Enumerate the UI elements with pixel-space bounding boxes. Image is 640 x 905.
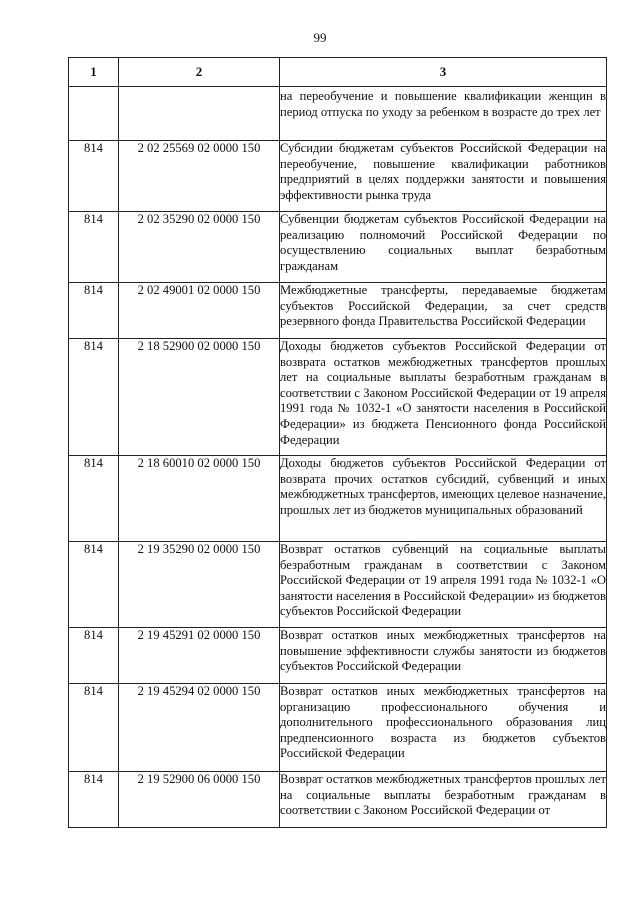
budget-code-cell: 2 19 52900 06 0000 150: [119, 772, 280, 828]
table-row: [69, 87, 607, 141]
budget-classification-table: [68, 57, 607, 828]
admin-code-cell: 814: [69, 628, 119, 684]
description-cell: Возврат остатков субвенций на социальные выплаты безработным гражданам в соответствии с Законом Российской Федерации от 19 апреля 1991 года № 1032-1 «О занятости населения в Российской Федерации» из бюджетов субъектов Российской Федерации: [280, 542, 607, 628]
admin-code-cell: 814: [69, 212, 119, 283]
description-cell: Доходы бюджетов субъектов Российской Федерации от возврата прочих остатков субсидий, субвенций и иных межбюджетных трансфертов, имеющих целевое назначение, прошлых лет из бюджетов муниципальных образований: [280, 456, 607, 542]
table-row: [69, 141, 607, 212]
admin-code-cell: [69, 87, 119, 141]
admin-code-cell: 814: [69, 684, 119, 772]
table-row: [69, 212, 607, 283]
description-cell: Субвенции бюджетам субъектов Российской Федерации на реализацию полномочий Российской Федерации по осуществлению социальных выплат безработным гражданам: [280, 212, 607, 283]
budget-code-cell: 2 19 45294 02 0000 150: [119, 684, 280, 772]
budget-code-cell: 2 02 35290 02 0000 150: [119, 212, 280, 283]
table-row: [69, 772, 607, 828]
description-cell: Межбюджетные трансферты, передаваемые бюджетам субъектов Российской Федерации, за счет средств резервного фонда Правительства Российской Федерации: [280, 283, 607, 339]
budget-code-cell: 2 18 60010 02 0000 150: [119, 456, 280, 542]
table-row: [69, 542, 607, 628]
table-row: [69, 339, 607, 456]
description-cell: Возврат остатков иных межбюджетных трансфертов на организацию профессионального обучения и дополнительного профессионального образования лиц предпенсионного возраста из бюджетов субъектов Российской Федерации: [280, 684, 607, 772]
column-header-1: 1: [69, 58, 119, 87]
table-row: [69, 283, 607, 339]
table-row: [69, 456, 607, 542]
page-number: 99: [313, 30, 327, 45]
description-cell: на переобучение и повышение квалификации женщин в период отпуска по уходу за ребенком в возрасте до трех лет: [280, 87, 607, 141]
table-header-row: [69, 58, 607, 87]
admin-code-cell: 814: [69, 542, 119, 628]
description-cell: Возврат остатков иных межбюджетных трансфертов на повышение эффективности службы занятости из бюджетов субъектов Российской Федерации: [280, 628, 607, 684]
table-row: [69, 684, 607, 772]
budget-code-cell: 2 19 45291 02 0000 150: [119, 628, 280, 684]
admin-code-cell: 814: [69, 283, 119, 339]
column-header-2: 2: [119, 58, 280, 87]
description-cell: Возврат остатков межбюджетных трансфертов прошлых лет на социальные выплаты безработным гражданам в соответствии с Законом Российской Федерации от: [280, 772, 607, 828]
budget-code-cell: 2 02 49001 02 0000 150: [119, 283, 280, 339]
budget-code-cell: 2 18 52900 02 0000 150: [119, 339, 280, 456]
admin-code-cell: 814: [69, 141, 119, 212]
table-row: [69, 628, 607, 684]
admin-code-cell: 814: [69, 339, 119, 456]
budget-code-cell: 2 02 25569 02 0000 150: [119, 141, 280, 212]
budget-code-cell: [119, 87, 280, 141]
admin-code-cell: 814: [69, 456, 119, 542]
budget-code-cell: 2 19 35290 02 0000 150: [119, 542, 280, 628]
description-cell: Доходы бюджетов субъектов Российской Федерации от возврата остатков межбюджетных трансфертов прошлых лет на социальные выплаты безработным гражданам в соответствии с Законом Российской Федерации от 19 апреля 1991 года № 1032-1 «О занятости населения в Российской Федерации» из бюджета Пенсионного фонда Российской Федерации: [280, 339, 607, 456]
admin-code-cell: 814: [69, 772, 119, 828]
description-cell: Субсидии бюджетам субъектов Российской Федерации на переобучение, повышение квалификации работников предприятий в целях поддержки занятости и повышения эффективности рынка труда: [280, 141, 607, 212]
column-header-3: 3: [280, 58, 607, 87]
